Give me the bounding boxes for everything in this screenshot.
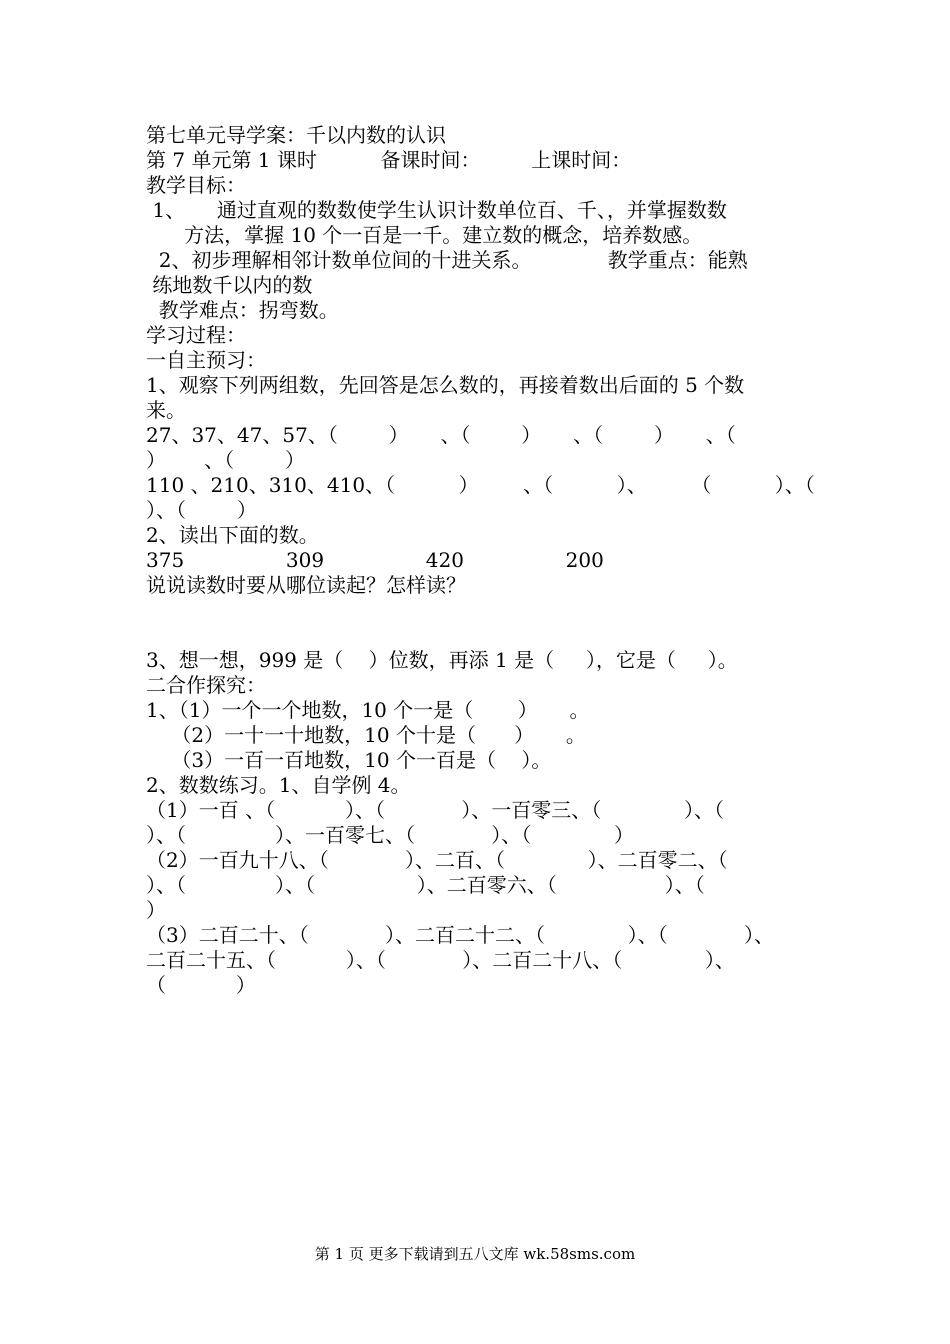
blank-sequence-line: （ ） (146, 973, 256, 997)
text-line: 方法，掌握 10 个一百是一千。建立数的概念，培养数感。 (146, 223, 703, 247)
blank-sequence-line: （2）一百九十八、（ ）、二百、（ ）、二百零二、（ (146, 848, 728, 872)
section-heading-preview: 一自主预习： (146, 348, 266, 372)
blank-sequence-line: 二百二十五、（ ）、（ ）、二百二十八、（ ）、 (146, 948, 735, 972)
page-footer: 第 1 页 更多下载请到五八文库 wk.58sms.com (314, 1245, 636, 1263)
numbers-line: 375 309 420 200 (146, 548, 604, 572)
section-heading-explore: 二合作探究： (146, 673, 266, 697)
blank-sequence-line: ）、（ ）、一百零七、（ ）、（ ） (146, 823, 634, 847)
text-line: 2、初步理解相邻计数单位间的十进关系。 教学重点：能熟 (146, 248, 748, 272)
question-line: （3）一百一百地数，10 个一百是（ ）。 (146, 748, 552, 772)
text-line: 教学难点：拐弯数。 (146, 298, 339, 322)
question-line: 2、数数练习。1、自学例 4。 (146, 773, 411, 797)
text-line: 1、 通过直观的数数使学生认识计数单位百、千、，并掌握数数 (146, 198, 727, 222)
blank-sequence-line: ）、（ ） (146, 498, 257, 522)
blank-sequence-line: （1）一百 、（ ）、（ ）、一百零三、（ ）、（ (146, 798, 724, 822)
text-line: 练地数千以内的数 (146, 273, 313, 297)
blank-sequence-line: ） 、（ ） (146, 448, 306, 472)
doc-title: 第七单元导学案：千以内数的认识 (146, 123, 446, 147)
section-heading-goals: 教学目标： (146, 173, 246, 197)
question-line: 1、（1）一个一个地数，10 个一是（ ） 。 (146, 698, 590, 722)
question-line: （2）一十一十地数，10 个十是（ ） 。 (146, 723, 586, 747)
blank-sequence-line: ） (146, 898, 166, 922)
blank-sequence-line: 110 、210、310、410、（ ） 、（ ）、 （ ）、（ (146, 473, 815, 497)
question-line: 3、想一想，999 是（ ）位数，再添 1 是（ ），它是（ ）。 (146, 648, 738, 672)
blank-sequence-line: ）、（ ）、（ ）、二百零六、（ ）、（ (146, 873, 705, 897)
question-line: 说说读数时要从哪位读起？怎样读？ (146, 573, 466, 597)
blank-sequence-line: 27、37、47、57、（ ） 、（ ） 、（ ） 、（ (146, 423, 736, 447)
section-heading-process: 学习过程： (146, 323, 246, 347)
question-line: 1、观察下列两组数，先回答是怎么数的，再接着数出后面的 5 个数 (146, 373, 745, 397)
blank-sequence-line: （3）二百二十、（ ）、二百二十二、（ ）、（ ）、 (146, 923, 774, 947)
question-line: 2、读出下面的数。 (146, 523, 319, 547)
lesson-info-line: 第 7 单元第 1 课时 备课时间： 上课时间： (146, 148, 632, 172)
question-line: 来。 (146, 398, 186, 422)
